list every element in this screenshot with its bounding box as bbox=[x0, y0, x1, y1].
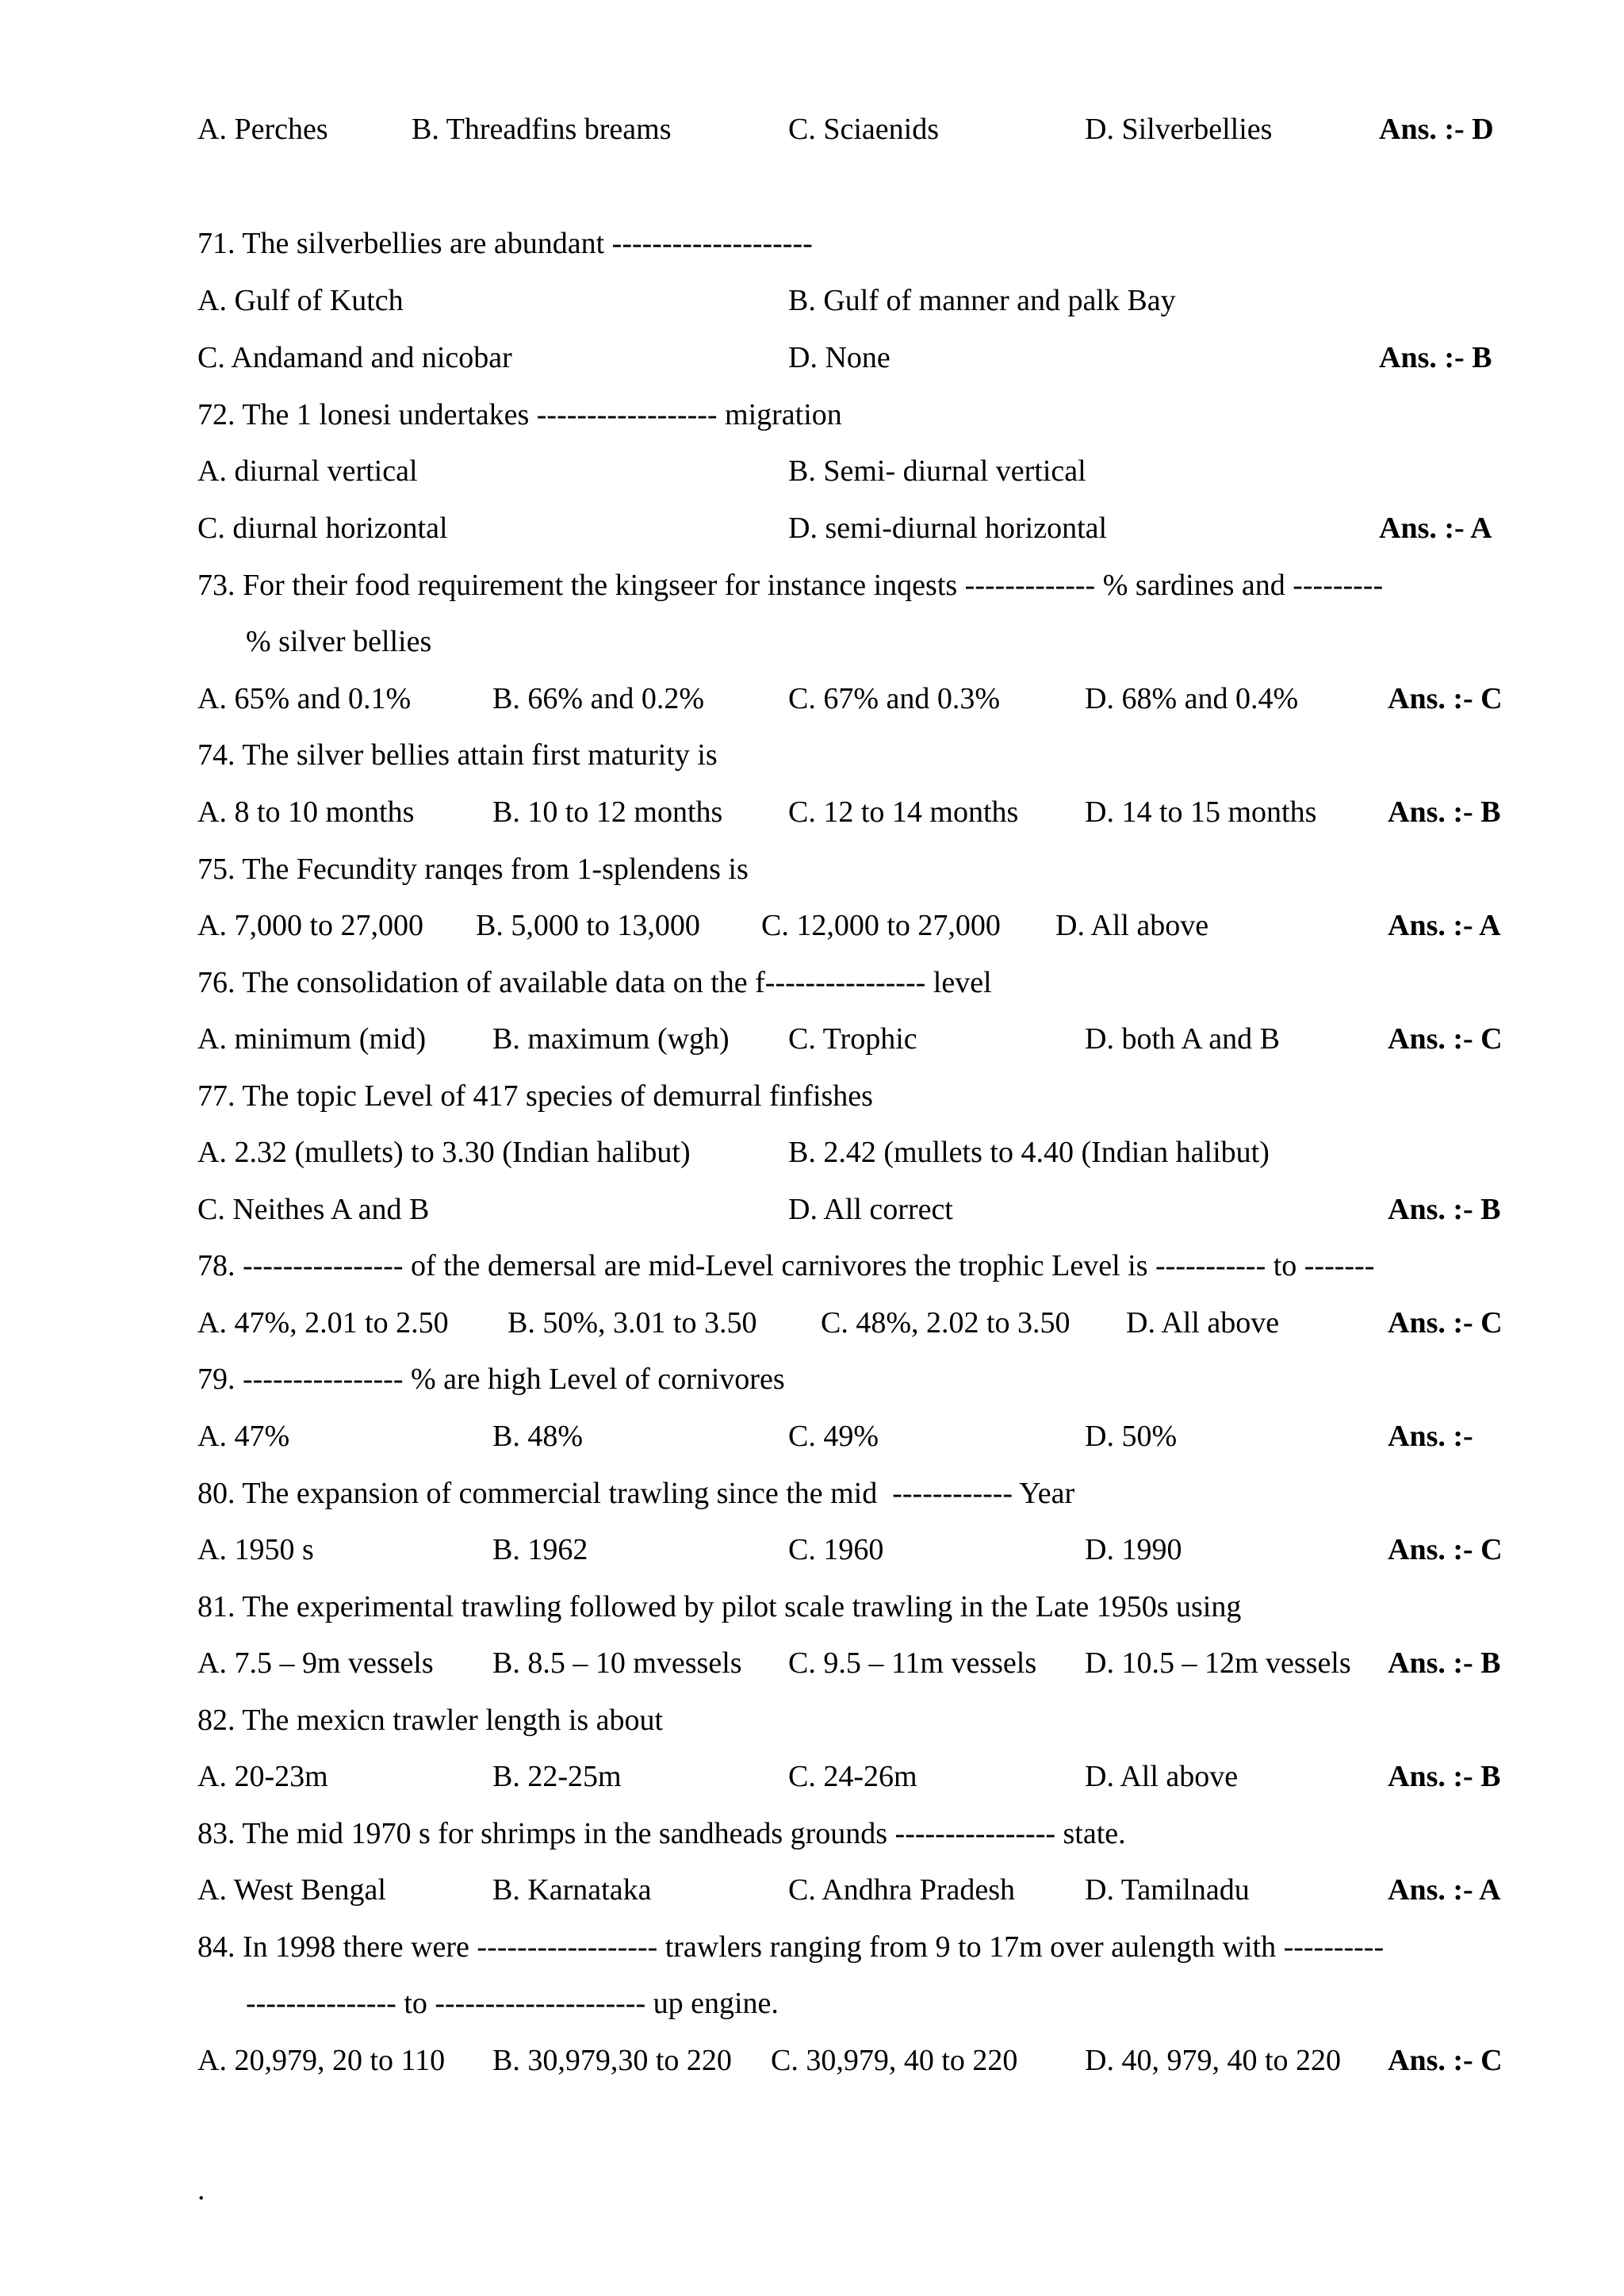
question-83: 83. The mid 1970 s for shrimps in the sandheads grounds ---------------- state. bbox=[197, 1817, 1126, 1850]
answer: Ans. :- bbox=[1388, 1420, 1473, 1453]
question-79: 79. ---------------- % are high Level of cornivores bbox=[197, 1363, 785, 1396]
option-a: A. 7.5 – 9m vessels bbox=[197, 1646, 434, 1680]
option-a: A. 2.32 (mullets) to 3.30 (Indian halibut) bbox=[197, 1136, 691, 1169]
q73-options bbox=[0, 678, 1624, 719]
option-d: D. both A and B bbox=[1085, 1022, 1280, 1056]
footer-mark: . bbox=[197, 2173, 205, 2206]
question-82: 82. The mexicn trawler length is about bbox=[197, 1704, 664, 1737]
question-78: 78. ---------------- of the demersal are mid-Level carnivores the trophic Level is ----------- to ------- bbox=[197, 1249, 1375, 1282]
q71-options-2 bbox=[0, 337, 1624, 378]
question-84: 84. In 1998 there were ------------------ trawlers ranging from 9 to 17m over aulength with ---------- bbox=[197, 1930, 1385, 1964]
option-c: C. 67% and 0.3% bbox=[788, 682, 1001, 715]
option-d: D. 40, 979, 40 to 220 bbox=[1085, 2044, 1341, 2077]
option-b: B. 50%, 3.01 to 3.50 bbox=[508, 1306, 757, 1340]
option-b: B. Gulf of manner and palk Bay bbox=[788, 284, 1176, 317]
answer: Ans. :- B bbox=[1388, 1760, 1501, 1793]
answer: Ans. :- A bbox=[1379, 512, 1492, 545]
option-a: A. 47%, 2.01 to 2.50 bbox=[197, 1306, 449, 1340]
option-a: A. 7,000 to 27,000 bbox=[197, 909, 423, 942]
q70-options bbox=[0, 109, 1624, 150]
option-a: A. 8 to 10 months bbox=[197, 795, 415, 829]
option-c: C. 30,979, 40 to 220 bbox=[771, 2044, 1018, 2077]
q84-options bbox=[0, 2040, 1624, 2081]
q77-options-2 bbox=[0, 1189, 1624, 1230]
q80-options bbox=[0, 1529, 1624, 1570]
question-73: 73. For their food requirement the kingseer for instance inqests ------------- % sardines and --------- bbox=[197, 569, 1384, 602]
option-d: D. 1990 bbox=[1085, 1533, 1182, 1566]
option-c: C. Neithes A and B bbox=[197, 1193, 430, 1226]
answer: Ans. :- B bbox=[1388, 795, 1501, 829]
answer: Ans. :- B bbox=[1388, 1193, 1501, 1226]
option-b: B. Semi- diurnal vertical bbox=[788, 454, 1086, 488]
option-a: A. 20-23m bbox=[197, 1760, 328, 1793]
option-d: D. 14 to 15 months bbox=[1085, 795, 1317, 829]
option-b: B. Threadfins breams bbox=[412, 113, 672, 146]
answer: Ans. :- B bbox=[1388, 1646, 1501, 1680]
option-c: C. 49% bbox=[788, 1420, 879, 1453]
option-c: C. 12 to 14 months bbox=[788, 795, 1019, 829]
option-c: C. 12,000 to 27,000 bbox=[761, 909, 1001, 942]
option-a: A. 1950 s bbox=[197, 1533, 314, 1566]
q71-options-1 bbox=[0, 280, 1624, 321]
question-71: 71. The silverbellies are abundant -------------------- bbox=[197, 227, 813, 260]
option-a: A. Gulf of Kutch bbox=[197, 284, 404, 317]
option-c: C. Andhra Pradesh bbox=[788, 1873, 1016, 1907]
answer: Ans. :- A bbox=[1388, 1873, 1501, 1907]
option-d: D. semi-diurnal horizontal bbox=[788, 512, 1108, 545]
answer: Ans. :- C bbox=[1388, 2044, 1503, 2077]
option-a: A. minimum (mid) bbox=[197, 1022, 427, 1056]
option-b: B. 66% and 0.2% bbox=[492, 682, 705, 715]
question-72: 72. The 1 lonesi undertakes ------------------ migration bbox=[197, 398, 842, 431]
q72-options-1 bbox=[0, 450, 1624, 492]
option-c: C. diurnal horizontal bbox=[197, 512, 448, 545]
q75-options bbox=[0, 905, 1624, 946]
option-a: A. West Bengal bbox=[197, 1873, 386, 1907]
question-75: 75. The Fecundity ranqes from 1-splendens is bbox=[197, 853, 749, 886]
option-a: A. 65% and 0.1% bbox=[197, 682, 412, 715]
option-d: D. All above bbox=[1085, 1760, 1239, 1793]
option-b: B. 22-25m bbox=[492, 1760, 622, 1793]
answer: Ans. :- C bbox=[1388, 1533, 1503, 1566]
option-b: B. Karnataka bbox=[492, 1873, 652, 1907]
answer: Ans. :- C bbox=[1388, 1306, 1503, 1340]
question-81: 81. The experimental trawling followed by pilot scale trawling in the Late 1950s using bbox=[197, 1590, 1242, 1623]
option-d: D. Silverbellies bbox=[1085, 113, 1273, 146]
option-d: D. All above bbox=[1055, 909, 1209, 942]
q74-options bbox=[0, 792, 1624, 833]
option-b: B. 10 to 12 months bbox=[492, 795, 723, 829]
option-d: D. 68% and 0.4% bbox=[1085, 682, 1299, 715]
answer: Ans. :- A bbox=[1388, 909, 1501, 942]
option-c: C. 48%, 2.02 to 3.50 bbox=[821, 1306, 1071, 1340]
option-c: C. Trophic bbox=[788, 1022, 917, 1056]
option-d: D. All correct bbox=[788, 1193, 953, 1226]
question-73-continued: % silver bellies bbox=[246, 625, 432, 658]
question-76: 76. The consolidation of available data on the f---------------- level bbox=[197, 966, 992, 999]
option-c: C. 1960 bbox=[788, 1533, 884, 1566]
option-d: D. Tamilnadu bbox=[1085, 1873, 1250, 1907]
option-b: B. 8.5 – 10 mvessels bbox=[492, 1646, 742, 1680]
q77-options-1 bbox=[0, 1132, 1624, 1173]
option-c: C. 24-26m bbox=[788, 1760, 917, 1793]
q78-options bbox=[0, 1302, 1624, 1343]
question-84-continued: --------------- to --------------------- up engine. bbox=[246, 1987, 779, 2020]
answer: Ans. :- D bbox=[1379, 113, 1494, 146]
answer: Ans. :- C bbox=[1388, 682, 1503, 715]
option-d: D. None bbox=[788, 341, 891, 374]
option-d: D. 50% bbox=[1085, 1420, 1178, 1453]
answer: Ans. :- B bbox=[1379, 341, 1492, 374]
option-c: C. 9.5 – 11m vessels bbox=[788, 1646, 1037, 1680]
q82-options bbox=[0, 1756, 1624, 1797]
option-c: C. Sciaenids bbox=[788, 113, 939, 146]
option-b: B. 48% bbox=[492, 1420, 583, 1453]
option-b: B. 2.42 (mullets to 4.40 (Indian halibut) bbox=[788, 1136, 1270, 1169]
question-77: 77. The topic Level of 417 species of demurral finfishes bbox=[197, 1079, 873, 1113]
question-80: 80. The expansion of commercial trawling since the mid ------------ Year bbox=[197, 1477, 1075, 1510]
option-b: B. 1962 bbox=[492, 1533, 588, 1566]
question-74: 74. The silver bellies attain first maturity is bbox=[197, 738, 718, 772]
q79-options bbox=[0, 1416, 1624, 1457]
q76-options bbox=[0, 1018, 1624, 1060]
q83-options bbox=[0, 1869, 1624, 1911]
option-c: C. Andamand and nicobar bbox=[197, 341, 512, 374]
option-d: D. 10.5 – 12m vessels bbox=[1085, 1646, 1351, 1680]
option-a: A. 20,979, 20 to 110 bbox=[197, 2044, 446, 2077]
q81-options bbox=[0, 1642, 1624, 1684]
option-a: A. diurnal vertical bbox=[197, 454, 418, 488]
option-b: B. 30,979,30 to 220 bbox=[492, 2044, 732, 2077]
q72-options-2 bbox=[0, 508, 1624, 549]
option-a: A. Perches bbox=[197, 113, 328, 146]
option-d: D. All above bbox=[1126, 1306, 1280, 1340]
answer: Ans. :- C bbox=[1388, 1022, 1503, 1056]
option-b: B. maximum (wgh) bbox=[492, 1022, 730, 1056]
option-b: B. 5,000 to 13,000 bbox=[476, 909, 700, 942]
option-a: A. 47% bbox=[197, 1420, 290, 1453]
